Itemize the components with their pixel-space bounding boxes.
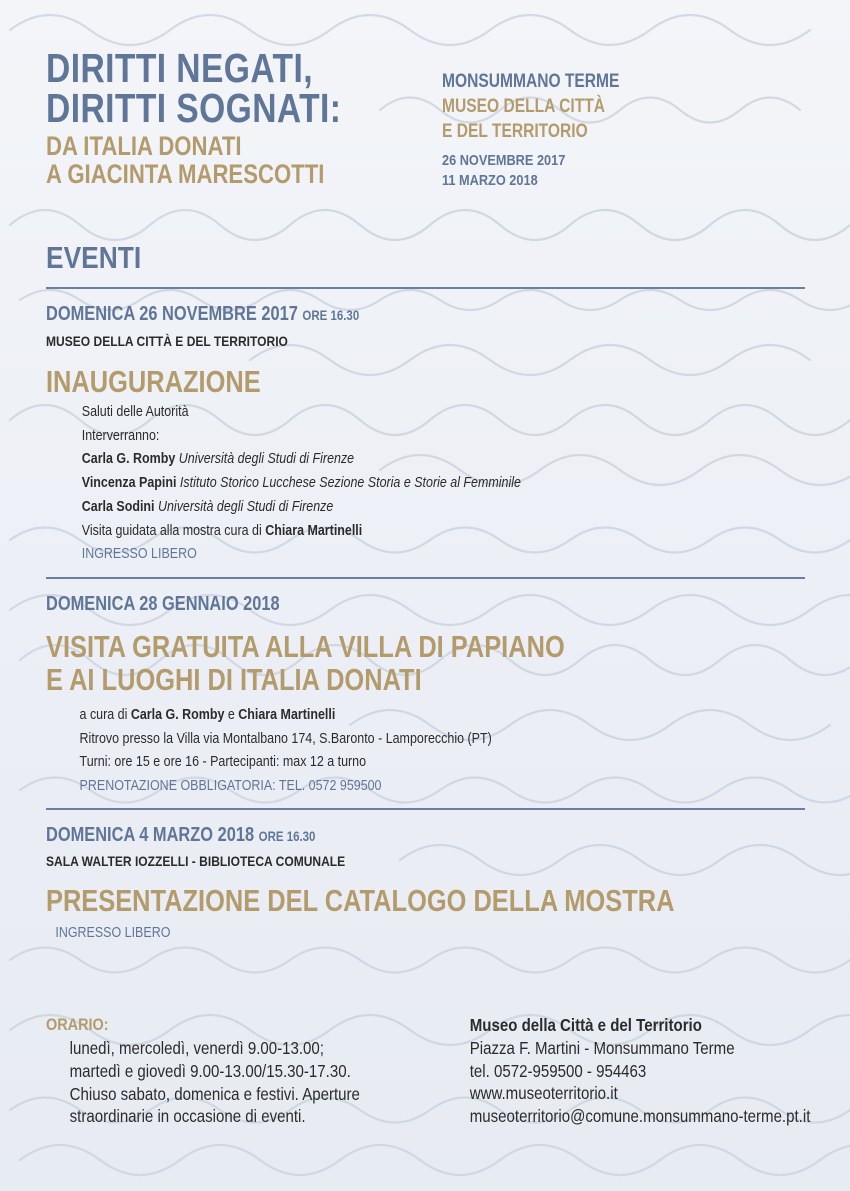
- event2-title-line2: E AI LUOGHI DI ITALIA DONATI: [46, 662, 422, 697]
- divider: [46, 287, 805, 289]
- curated-prefix: a cura di: [79, 707, 128, 723]
- event1-visit: [82, 520, 521, 544]
- venue-museum-line2: E DEL TERRITORIO: [442, 121, 588, 142]
- date-start: 26 NOVEMBRE 2017: [442, 152, 566, 169]
- event1-speaker2: [82, 472, 521, 496]
- venue-museum-line1: MUSEO DELLA CITTÀ: [442, 96, 606, 117]
- event3-date: [46, 824, 315, 847]
- venue-block: [442, 69, 619, 144]
- exhibition-dates: [442, 151, 565, 191]
- event1-time: ORE 16.30: [302, 307, 360, 323]
- event3-details: [55, 922, 170, 946]
- section-title: EVENTI: [46, 240, 142, 275]
- hours-line: straordinarie in occasione di eventi.: [69, 1106, 306, 1127]
- hours-line: lunedì, mercoledì, venerdì 9.00-13.00;: [69, 1038, 324, 1058]
- orario-label: ORARIO:: [46, 1015, 109, 1034]
- event1-title: INAUGURAZIONE: [46, 364, 261, 399]
- event1-line2: Interverranno:: [81, 427, 160, 444]
- visit-curator: Chiara Martinelli: [265, 522, 363, 539]
- curated-and: e: [227, 707, 235, 723]
- hours-line: Chiuso sabato, domenica e festivi. Aperture: [69, 1083, 360, 1104]
- date-end: 11 MARZO 2018: [442, 172, 538, 189]
- event1-details: [82, 401, 521, 567]
- divider: [46, 577, 805, 579]
- event2-turns: Turni: ore 15 e ore 16 - Partecipanti: max 12 a turno: [79, 754, 367, 771]
- museum-phone: tel. 0572-959500 - 954463: [469, 1060, 647, 1081]
- event3-place: SALA WALTER IOZZELLI - BIBLIOTECA COMUNALE: [46, 853, 346, 869]
- exhibition-subtitle-line2: A GIACINTA MARESCOTTI: [46, 159, 325, 189]
- exhibition-subtitle-line1: DA ITALIA DONATI: [46, 131, 242, 161]
- museum-contacts: [470, 1014, 811, 1128]
- event3-time: ORE 16.30: [258, 828, 316, 844]
- speaker1-affiliation: Università degli Studi di Firenze: [178, 451, 355, 468]
- event2-booking: PRENOTAZIONE OBBLIGATORIA: TEL. 0572 959500: [79, 778, 382, 795]
- event2-title: [46, 630, 565, 696]
- opening-hours: [70, 1037, 360, 1128]
- museum-email: museoterritorio@comune.monsummano-terme.pt.it: [469, 1106, 811, 1127]
- event1-line1: Saluti delle Autorità: [81, 404, 189, 420]
- speaker2-name: Vincenza Papini: [81, 475, 177, 492]
- speaker3-affiliation: Università degli Studi di Firenze: [157, 498, 334, 515]
- museum-address: Piazza F. Martini - Monsummano Terme: [469, 1037, 735, 1058]
- museum-website: www.museoterritorio.it: [469, 1083, 618, 1104]
- exhibition-title-line1: DIRITTI NEGATI,: [46, 45, 314, 91]
- museum-name: Museo della Città e del Territorio: [469, 1015, 702, 1035]
- venue-city: MONSUMMANO TERME: [442, 71, 620, 92]
- event3-date-text: DOMENICA 4 MARZO 2018: [46, 824, 255, 846]
- event2-date: DOMENICA 28 GENNAIO 2018: [46, 593, 280, 615]
- curator2: Chiara Martinelli: [238, 707, 336, 723]
- event3-title: PRESENTAZIONE DEL CATALOGO DELLA MOSTRA: [46, 883, 675, 918]
- event1-date-text: DOMENICA 26 NOVEMBRE 2017: [46, 303, 298, 325]
- speaker3-name: Carla Sodini: [81, 498, 155, 515]
- event1-place: MUSEO DELLA CITTÀ E DEL TERRITORIO: [46, 333, 288, 349]
- event1-speaker1: [82, 448, 521, 472]
- hours-line: martedì e giovedì 9.00-13.00/15.30-17.30.: [69, 1060, 351, 1081]
- event2-details: [80, 704, 492, 799]
- event2-title-line1: VISITA GRATUITA ALLA VILLA DI PAPIANO: [46, 629, 565, 664]
- curator1: Carla G. Romby: [130, 707, 225, 723]
- event2-curators: [80, 704, 492, 728]
- visit-prefix: Visita guidata alla mostra cura di: [81, 522, 262, 539]
- divider: [46, 808, 805, 810]
- speaker2-affiliation: Istituto Storico Lucchese Sezione Storia e Storie al Femminile: [179, 475, 521, 492]
- event2-meeting: Ritrovo presso la Villa via Montalbano 174, S.Baronto - Lamporecchio (PT): [79, 730, 492, 747]
- exhibition-title: [46, 45, 342, 131]
- event1-speaker3: [82, 496, 521, 520]
- event1-entry: INGRESSO LIBERO: [81, 546, 197, 563]
- event1-date: [46, 303, 359, 326]
- speaker1-name: Carla G. Romby: [81, 451, 176, 468]
- event3-entry: INGRESSO LIBERO: [55, 925, 171, 941]
- exhibition-title-line2: DIRITTI SOGNATI:: [46, 85, 342, 131]
- exhibition-subtitle: [46, 132, 324, 188]
